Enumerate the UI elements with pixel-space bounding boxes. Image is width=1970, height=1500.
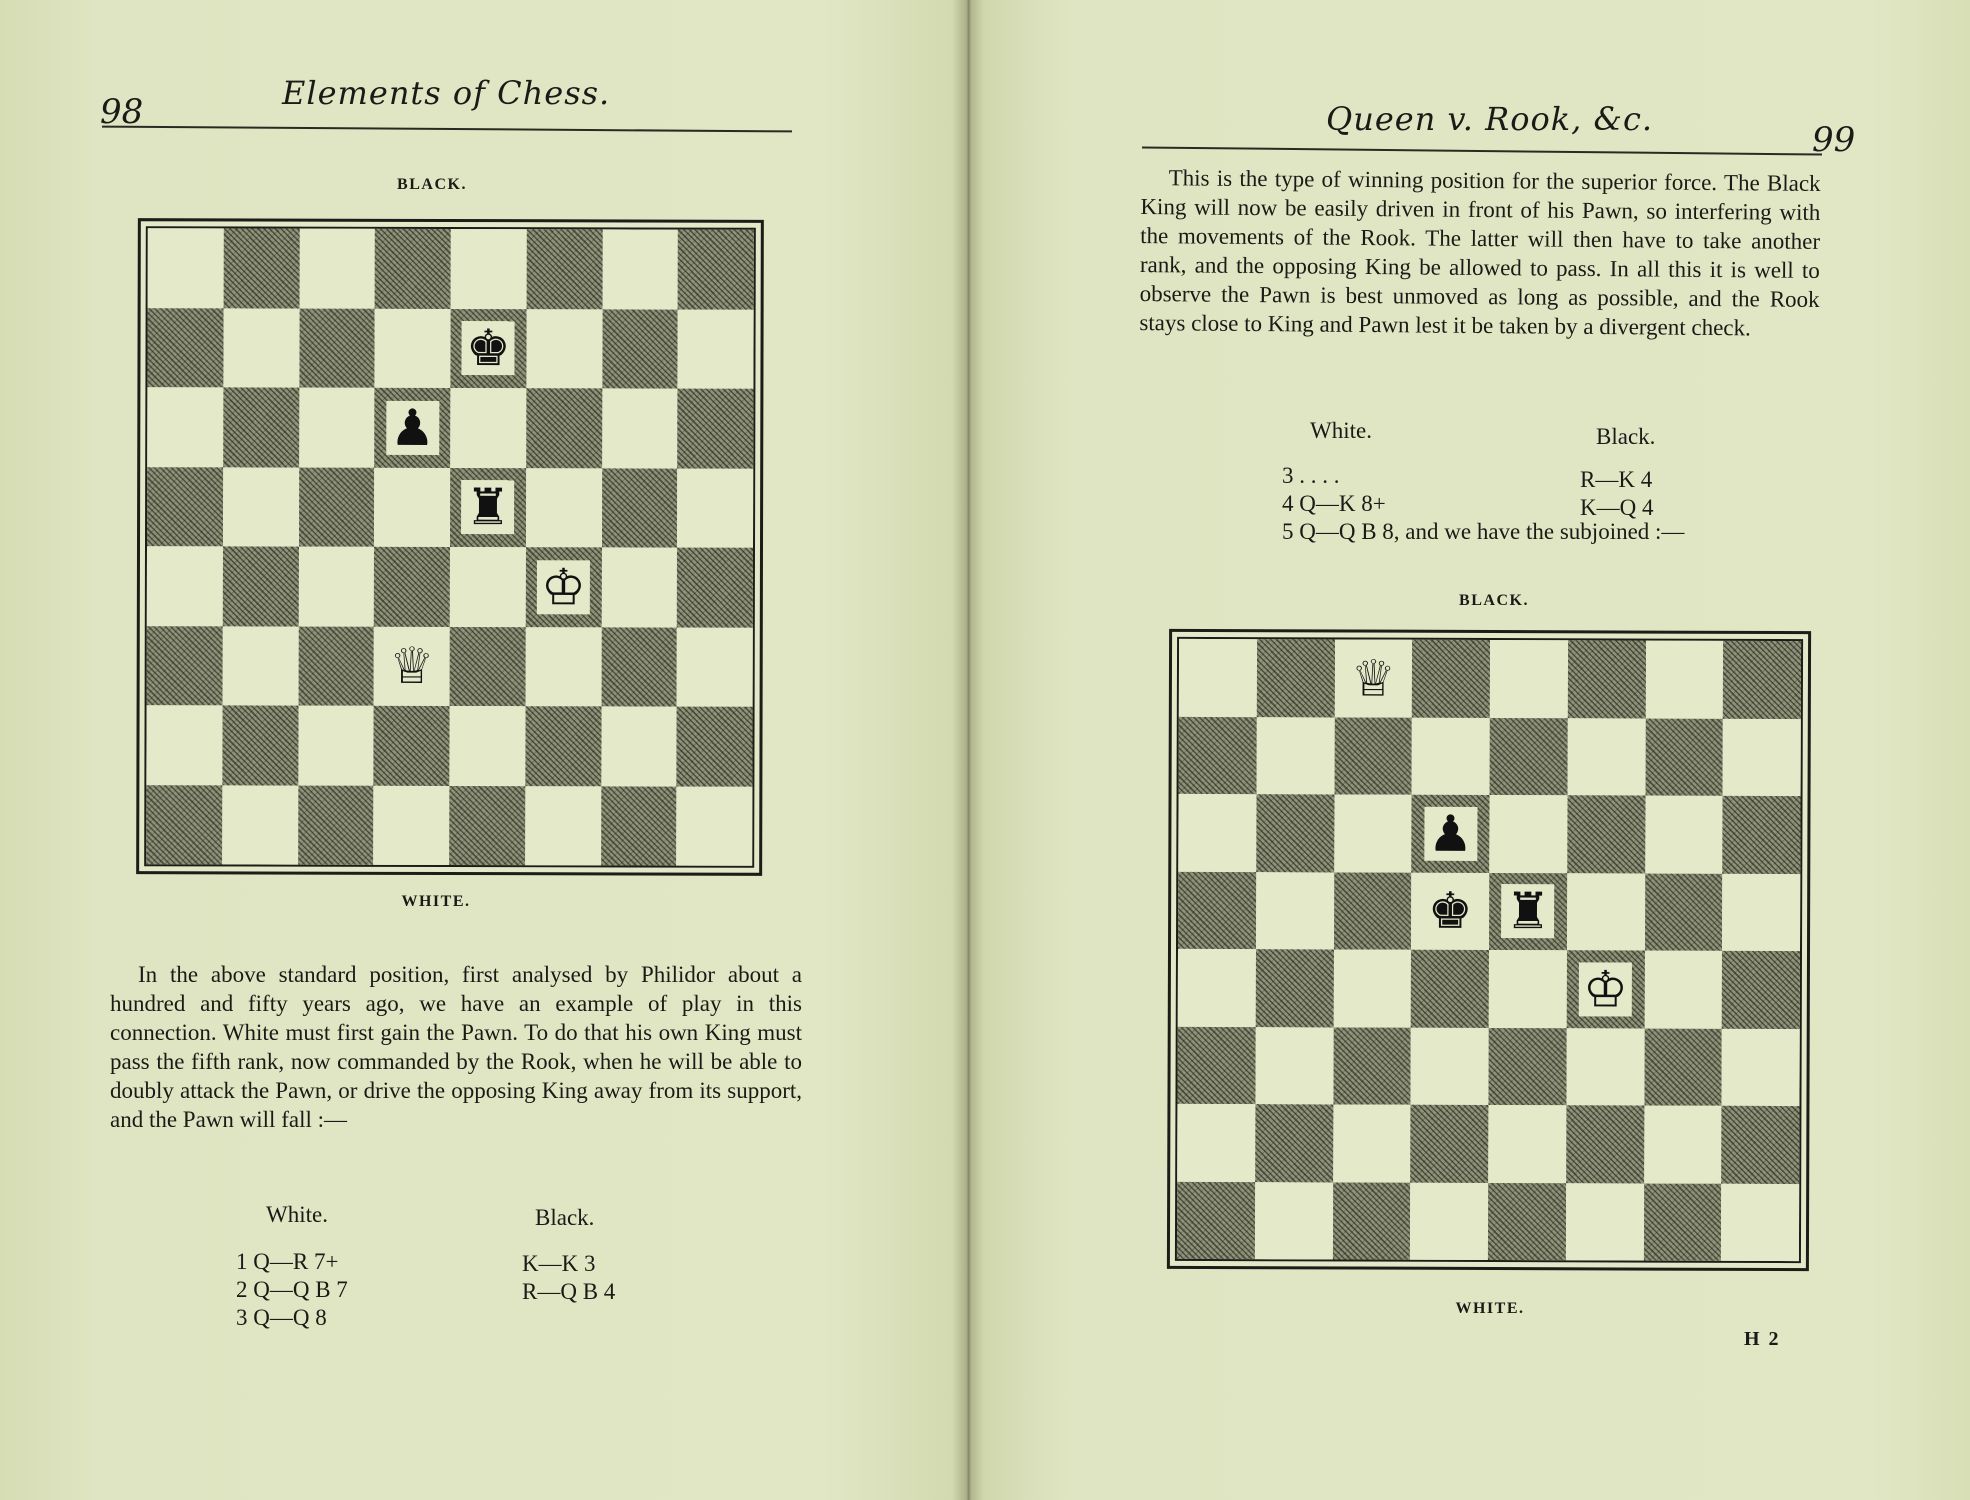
white-queen-icon: ♕ bbox=[1350, 649, 1396, 708]
move-line: R—Q B 4 bbox=[522, 1279, 616, 1304]
board-square bbox=[374, 388, 450, 468]
board-square bbox=[1645, 796, 1723, 874]
board-square bbox=[1411, 1027, 1489, 1105]
move-line: 2 Q—Q B 7 bbox=[236, 1277, 348, 1302]
board-square bbox=[451, 229, 527, 309]
black-moves-list bbox=[522, 1250, 615, 1306]
board-square bbox=[1333, 1104, 1411, 1182]
board-square bbox=[1257, 639, 1335, 717]
board-square bbox=[374, 467, 450, 547]
board-square bbox=[299, 388, 375, 468]
board-square bbox=[678, 309, 754, 389]
page-number: 99 bbox=[1812, 120, 1856, 160]
board-square bbox=[1178, 871, 1256, 949]
board-square bbox=[677, 389, 753, 469]
paragraph-text: This is the type of winning position for the superior force. The Black King will now be easily driven in front of his Pawn, so interfering with the movements of the Rook. The latter will then have to take another rank, and the opposing King be allowed to pass. In all this it is well to observe the Pawn is best unmoved as long as possible, and the Rook stays close to King and Pawn lest it be taken by a divergent check. bbox=[1139, 165, 1821, 341]
board-square bbox=[1644, 1028, 1722, 1106]
board-square bbox=[1566, 1028, 1644, 1106]
board-square bbox=[1255, 1104, 1333, 1182]
body-paragraph bbox=[1139, 163, 1820, 343]
black-moves-list bbox=[1580, 466, 1653, 522]
board-square bbox=[1490, 640, 1568, 718]
board-square bbox=[1644, 1106, 1722, 1184]
board-square bbox=[147, 387, 223, 467]
board-square bbox=[1410, 1182, 1488, 1260]
board-square bbox=[147, 626, 223, 706]
board-square bbox=[526, 547, 602, 627]
board-square bbox=[449, 785, 525, 865]
board-square bbox=[525, 706, 601, 786]
move-line: 1 Q—R 7+ bbox=[236, 1249, 339, 1274]
page-number: 98 bbox=[100, 92, 144, 132]
board-square bbox=[1488, 1105, 1566, 1183]
board-square bbox=[602, 388, 678, 468]
board-square bbox=[147, 308, 223, 388]
board-square bbox=[374, 706, 450, 786]
chess-diagram bbox=[1167, 629, 1811, 1271]
board-square bbox=[1412, 640, 1490, 718]
board-square bbox=[450, 626, 526, 706]
board-square bbox=[525, 627, 601, 707]
board-square bbox=[1644, 873, 1722, 951]
board-square bbox=[601, 547, 677, 627]
board-square bbox=[1566, 950, 1644, 1028]
move-line: K—Q 4 bbox=[1580, 495, 1654, 520]
board-square bbox=[146, 705, 222, 785]
board-square bbox=[1255, 1027, 1333, 1105]
board-square bbox=[375, 229, 451, 309]
white-moves-header: White. bbox=[266, 1202, 328, 1227]
black-rook-icon: ♜ bbox=[1501, 884, 1554, 938]
board-square bbox=[1256, 872, 1334, 950]
board-square bbox=[1179, 716, 1257, 794]
board-square bbox=[1488, 1182, 1566, 1260]
board-square bbox=[526, 388, 602, 468]
move-line: 5 Q—Q B 8, and we have the subjoined :— bbox=[1282, 519, 1685, 544]
board-square bbox=[526, 229, 602, 309]
board-square bbox=[601, 786, 677, 866]
white-moves-list bbox=[236, 1248, 348, 1332]
board-square bbox=[525, 786, 601, 866]
move-line: K—K 3 bbox=[522, 1251, 596, 1276]
chess-board bbox=[1177, 639, 1801, 1261]
white-king-icon: ♔ bbox=[1579, 962, 1632, 1016]
board-square bbox=[1334, 639, 1412, 717]
board-square bbox=[1645, 718, 1723, 796]
board-square bbox=[1256, 794, 1334, 872]
board-square bbox=[450, 309, 526, 389]
board-square bbox=[450, 547, 526, 627]
board-square bbox=[1722, 1028, 1800, 1106]
board-square bbox=[298, 626, 374, 706]
board-square bbox=[677, 627, 753, 707]
board-square bbox=[373, 785, 449, 865]
board-square bbox=[222, 785, 298, 865]
board-square bbox=[1412, 717, 1490, 795]
right-page bbox=[968, 0, 1970, 1500]
board-square bbox=[1567, 873, 1645, 951]
board-square bbox=[1488, 1027, 1566, 1105]
board-square bbox=[1177, 1181, 1255, 1259]
board-square bbox=[1723, 641, 1801, 719]
board-square bbox=[298, 706, 374, 786]
running-head: Queen v. Rook, &c. bbox=[1326, 100, 1654, 138]
diagram-bottom-label: WHITE. bbox=[1455, 1300, 1525, 1317]
board-square bbox=[298, 547, 374, 627]
signature-mark: H 2 bbox=[1744, 1328, 1781, 1350]
board-square bbox=[1333, 1027, 1411, 1105]
board-square bbox=[1566, 1183, 1644, 1261]
board-square bbox=[1489, 873, 1567, 951]
diagram-top-label: BLACK. bbox=[1459, 592, 1529, 609]
board-square bbox=[1256, 717, 1334, 795]
board-square bbox=[1721, 1183, 1799, 1261]
board-square bbox=[1489, 950, 1567, 1028]
board-square bbox=[374, 547, 450, 627]
board-square bbox=[1723, 718, 1801, 796]
board-square bbox=[676, 786, 752, 866]
board-square bbox=[601, 706, 677, 786]
board-square bbox=[299, 308, 375, 388]
board-square bbox=[1334, 717, 1412, 795]
black-pawn-icon: ♟ bbox=[1424, 807, 1477, 861]
board-square bbox=[1412, 795, 1490, 873]
white-moves-header: White. bbox=[1310, 418, 1372, 443]
board-square bbox=[1255, 1182, 1333, 1260]
move-line: 4 Q—K 8+ bbox=[1282, 491, 1386, 516]
white-king-icon: ♔ bbox=[537, 560, 590, 614]
board-square bbox=[1411, 872, 1489, 950]
board-square bbox=[1721, 1106, 1799, 1184]
board-square bbox=[1490, 718, 1568, 796]
board-square bbox=[1178, 949, 1256, 1027]
board-square bbox=[222, 705, 298, 785]
board-square bbox=[1723, 796, 1801, 874]
board-square bbox=[298, 785, 374, 865]
board-square bbox=[602, 309, 678, 389]
board-square bbox=[1332, 1182, 1410, 1260]
board-square bbox=[678, 230, 754, 310]
board-square bbox=[1255, 949, 1333, 1027]
board-square bbox=[677, 548, 753, 628]
board-square bbox=[1645, 641, 1723, 719]
black-king-icon: ♚ bbox=[1427, 882, 1473, 941]
chess-board bbox=[146, 228, 754, 866]
board-square bbox=[1177, 1104, 1255, 1182]
board-square bbox=[375, 308, 451, 388]
board-square bbox=[601, 468, 677, 548]
running-head: Elements of Chess. bbox=[282, 74, 611, 112]
black-moves-header: Black. bbox=[535, 1205, 595, 1230]
board-square bbox=[223, 467, 299, 547]
board-square bbox=[1178, 794, 1256, 872]
board-square bbox=[526, 309, 602, 389]
board-square bbox=[1566, 1105, 1644, 1183]
board-square bbox=[1489, 795, 1567, 873]
board-square bbox=[450, 388, 526, 468]
board-square bbox=[223, 387, 299, 467]
white-queen-icon: ♕ bbox=[389, 637, 435, 696]
board-square bbox=[1333, 949, 1411, 1027]
header-rule bbox=[1142, 146, 1822, 155]
black-moves-header: Black. bbox=[1596, 424, 1656, 449]
board-square bbox=[449, 706, 525, 786]
board-square bbox=[677, 707, 753, 787]
move-line: 3 . . . . bbox=[1282, 463, 1340, 488]
board-square bbox=[1644, 951, 1722, 1029]
body-paragraph bbox=[110, 960, 802, 1134]
board-square bbox=[526, 468, 602, 548]
board-square bbox=[374, 626, 450, 706]
header-rule bbox=[102, 126, 792, 133]
black-rook-icon: ♜ bbox=[461, 480, 514, 534]
board-square bbox=[146, 785, 222, 865]
board-square bbox=[601, 627, 677, 707]
book-gutter bbox=[952, 0, 984, 1500]
board-square bbox=[1411, 950, 1489, 1028]
board-square bbox=[223, 546, 299, 626]
chess-diagram bbox=[136, 218, 764, 876]
board-square bbox=[1567, 718, 1645, 796]
board-square bbox=[602, 229, 678, 309]
board-square bbox=[223, 228, 299, 308]
left-page bbox=[0, 0, 968, 1500]
board-square bbox=[147, 546, 223, 626]
diagram-bottom-label: WHITE. bbox=[401, 893, 471, 910]
board-square bbox=[148, 228, 224, 308]
board-square bbox=[1410, 1105, 1488, 1183]
move-line: 3 Q—Q 8 bbox=[236, 1305, 327, 1330]
board-square bbox=[299, 229, 375, 309]
board-square bbox=[147, 467, 223, 547]
board-square bbox=[1179, 639, 1257, 717]
board-square bbox=[1567, 795, 1645, 873]
board-square bbox=[1568, 640, 1646, 718]
board-square bbox=[1334, 794, 1412, 872]
board-square bbox=[1722, 873, 1800, 951]
board-square bbox=[1722, 951, 1800, 1029]
diagram-top-label: BLACK. bbox=[397, 176, 467, 193]
board-square bbox=[1643, 1183, 1721, 1261]
board-square bbox=[1334, 872, 1412, 950]
board-square bbox=[677, 468, 753, 548]
board-square bbox=[450, 468, 526, 548]
black-king-icon: ♚ bbox=[462, 321, 515, 375]
board-square bbox=[223, 308, 299, 388]
move-line: R—K 4 bbox=[1580, 467, 1653, 492]
black-pawn-icon: ♟ bbox=[386, 401, 439, 455]
paragraph-text: In the above standard position, first analysed by Philidor about a hundred and fifty years ago, we have an example of play in this connection. White must first gain the Pawn. To do that his own King must pass the fifth rank, now commanded by the Rook, when he will be able to doubly attack the Pawn, or drive the opposing King away from its support, and the Pawn will fall :— bbox=[110, 962, 802, 1132]
board-square bbox=[222, 626, 298, 706]
board-square bbox=[1177, 1026, 1255, 1104]
board-square bbox=[299, 467, 375, 547]
